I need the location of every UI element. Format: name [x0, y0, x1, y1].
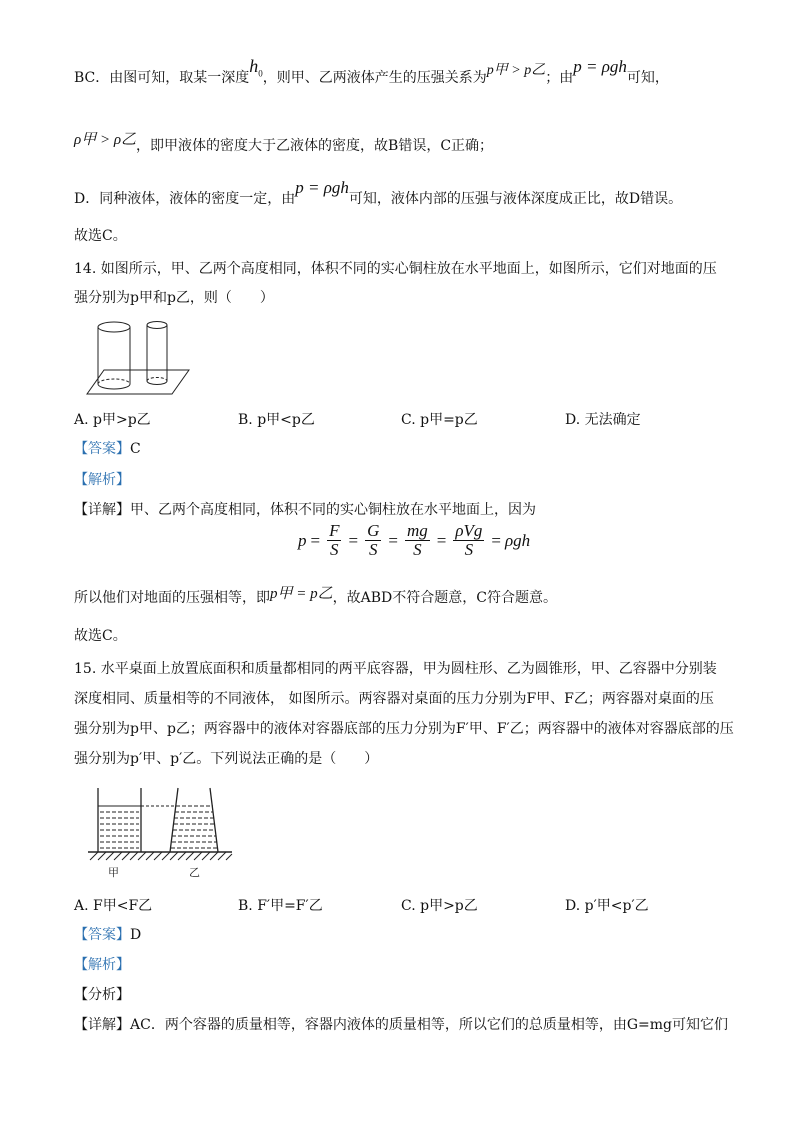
q14-option-a: A. p甲>p乙	[74, 412, 151, 428]
q14-detail: 【详解】甲、乙两个高度相同，体积不同的实心铜柱放在水平地面上，因为	[74, 502, 536, 518]
q15-answer: 【答案】D	[74, 927, 142, 943]
q14-pressure-formula: p = $\frac{F}{S}$ = $\frac{G}{S}$ = $\frac{mg}{S}$ = $\frac{\text{ρVg}}{S}$ = ρgh	[298, 521, 531, 559]
label-yi: 乙	[189, 866, 200, 879]
q15-stem-line1: 15. 水平桌面上放置底面积和质量都相同的两平底容器，甲为圆柱形、乙为圆锥形，甲、乙容器中分别装	[74, 661, 717, 677]
q14-analysis-tag: 【解析】	[74, 472, 130, 488]
q14-stem-line2: 强分别为p甲和p乙，则（ ）	[74, 290, 274, 306]
label-jia: 甲	[108, 866, 119, 879]
q14-stem-line1: 14. 如图所示，甲、乙两个高度相同，体积不同的实心铜柱放在水平地面上，如图所示，它们对地面的压	[74, 261, 717, 277]
text-line-s3: D．同种液体，液体的密度一定，由p = ρgh可知，液体内部的压强与液体深度成正比，故D错误。	[74, 178, 683, 207]
q15-stem-line2: 深度相同、质量相等的不同液体， 如图所示。两容器对桌面的压力分别为F甲、F乙；两容器对桌面的压	[74, 691, 714, 707]
q15-analysis-tag: 【解析】	[74, 957, 130, 973]
q15-stem-line4: 强分别为p′甲、p′乙。下列说法正确的是（ ）	[74, 751, 379, 767]
q15-option-c: C. p甲>p乙	[401, 898, 478, 914]
q15-detail: 【详解】AC．两个容器的质量相等，容器内液体的质量相等，所以它们的总质量相等，由G=mg可知它们	[74, 1017, 728, 1033]
q14-option-b: B. p甲<p乙	[238, 412, 315, 428]
q14-select: 故选C。	[74, 628, 127, 644]
q14-figure-copper-cylinders	[84, 318, 194, 398]
q14-option-c: C. p甲=p乙	[401, 412, 478, 428]
q14-option-d: D. 无法确定	[565, 412, 641, 428]
text-line-s4: 故选C。	[74, 228, 127, 244]
q15-stem-line3: 强分别为p甲、p乙；两容器中的液体对容器底部的压力分别为F′甲、F′乙；两容器中的液体对容器底部的压	[74, 721, 734, 737]
text-line-s1: BC．由图可知，取某一深度$h_0$，则甲、乙两液体产生的压强关系为p甲 > p乙；由p = ρgh可知，	[74, 56, 669, 86]
q15-figure-containers	[86, 782, 236, 882]
text-line-s2: ρ甲 > ρ乙，即甲液体的密度大于乙液体的密度，故B错误，C正确；	[74, 132, 494, 154]
q15-option-d: D. p′甲<p′乙	[565, 898, 649, 914]
q14-answer: 【答案】C	[74, 441, 141, 457]
q15-fenxi-tag: 【分析】	[74, 987, 130, 1003]
q14-conclusion: 所以他们对地面的压强相等，即p甲 = p乙，故ABD不符合题意，C符合题意。	[74, 586, 557, 606]
q15-option-a: A. F甲<F乙	[74, 898, 153, 914]
q15-option-b: B. F′甲=F′乙	[238, 898, 323, 914]
